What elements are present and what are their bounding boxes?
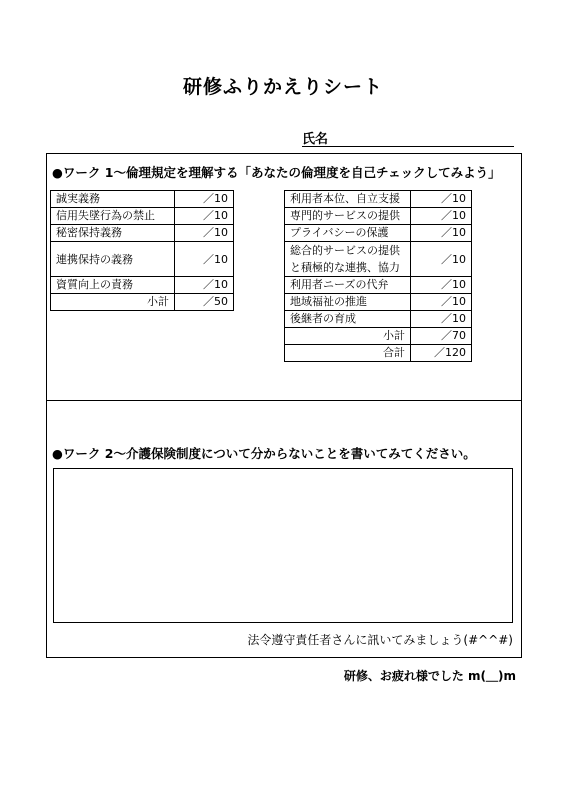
item-label: 地域福祉の推進	[285, 294, 411, 311]
table-row	[285, 225, 472, 242]
score-cell[interactable]: ／10	[175, 191, 234, 208]
item-label: 利用者本位、自立支援	[285, 191, 411, 208]
item-label: 誠実義務	[51, 191, 175, 208]
subtotal-score[interactable]: ／70	[411, 328, 472, 345]
answer-note: 法令遵守責任者さんに訊いてみましょう(#^^#)	[247, 633, 513, 647]
table-row	[51, 242, 234, 277]
item-label: 利用者ニーズの代弁	[285, 277, 411, 294]
score-cell[interactable]: ／10	[411, 311, 472, 328]
score-cell[interactable]: ／10	[175, 208, 234, 225]
subtotal-label: 小計	[51, 294, 175, 311]
worksheet-frame	[46, 153, 522, 658]
item-label: 信用失墜行為の禁止	[51, 208, 175, 225]
table-row	[285, 311, 472, 328]
item-label: 秘密保持義務	[51, 225, 175, 242]
item-label: 専門的サービスの提供	[285, 208, 411, 225]
name-label: 氏名	[302, 132, 329, 147]
item-label: 資質向上の責務	[51, 277, 175, 294]
work1-left-table	[50, 190, 234, 311]
score-cell[interactable]: ／10	[411, 242, 472, 277]
subtotal-score[interactable]: ／50	[175, 294, 234, 311]
total-score[interactable]: ／120	[411, 345, 472, 362]
total-label: 合計	[285, 345, 411, 362]
item-label: 総合的サービスの提供と積極的な連携、協力	[285, 242, 411, 277]
total-row	[285, 345, 472, 362]
table-row	[285, 277, 472, 294]
subtotal-row	[51, 294, 234, 311]
score-cell[interactable]: ／10	[411, 225, 472, 242]
score-cell[interactable]: ／10	[175, 277, 234, 294]
score-cell[interactable]: ／10	[411, 208, 472, 225]
work2-heading: ●ワーク 2～介護保険制度について分からないことを書いてみてください。	[52, 446, 476, 461]
page-title: 研修ふりかえりシート	[182, 76, 383, 98]
subtotal-row	[285, 328, 472, 345]
table-row	[51, 208, 234, 225]
table-row	[51, 225, 234, 242]
answer-textarea[interactable]	[53, 468, 513, 623]
work1-right-table	[284, 190, 472, 362]
score-cell[interactable]: ／10	[411, 191, 472, 208]
table-row	[285, 208, 472, 225]
item-label: 後継者の育成	[285, 311, 411, 328]
table-row	[285, 294, 472, 311]
score-cell[interactable]: ／10	[175, 242, 234, 277]
table-row	[51, 191, 234, 208]
closing-message: 研修、お疲れ様でした m(＿)m	[343, 669, 516, 683]
table-row	[285, 242, 472, 277]
item-label: プライバシーの保護	[285, 225, 411, 242]
score-cell[interactable]: ／10	[411, 277, 472, 294]
section-divider	[47, 400, 521, 401]
item-label: 連携保持の義務	[51, 242, 175, 277]
table-row	[285, 191, 472, 208]
name-field[interactable]	[302, 128, 514, 147]
score-cell[interactable]: ／10	[175, 225, 234, 242]
work1-heading: ●ワーク 1～倫理規定を理解する「あなたの倫理度を自己チェックしてみよう」	[52, 165, 501, 180]
subtotal-label: 小計	[285, 328, 411, 345]
score-cell[interactable]: ／10	[411, 294, 472, 311]
table-row	[51, 277, 234, 294]
